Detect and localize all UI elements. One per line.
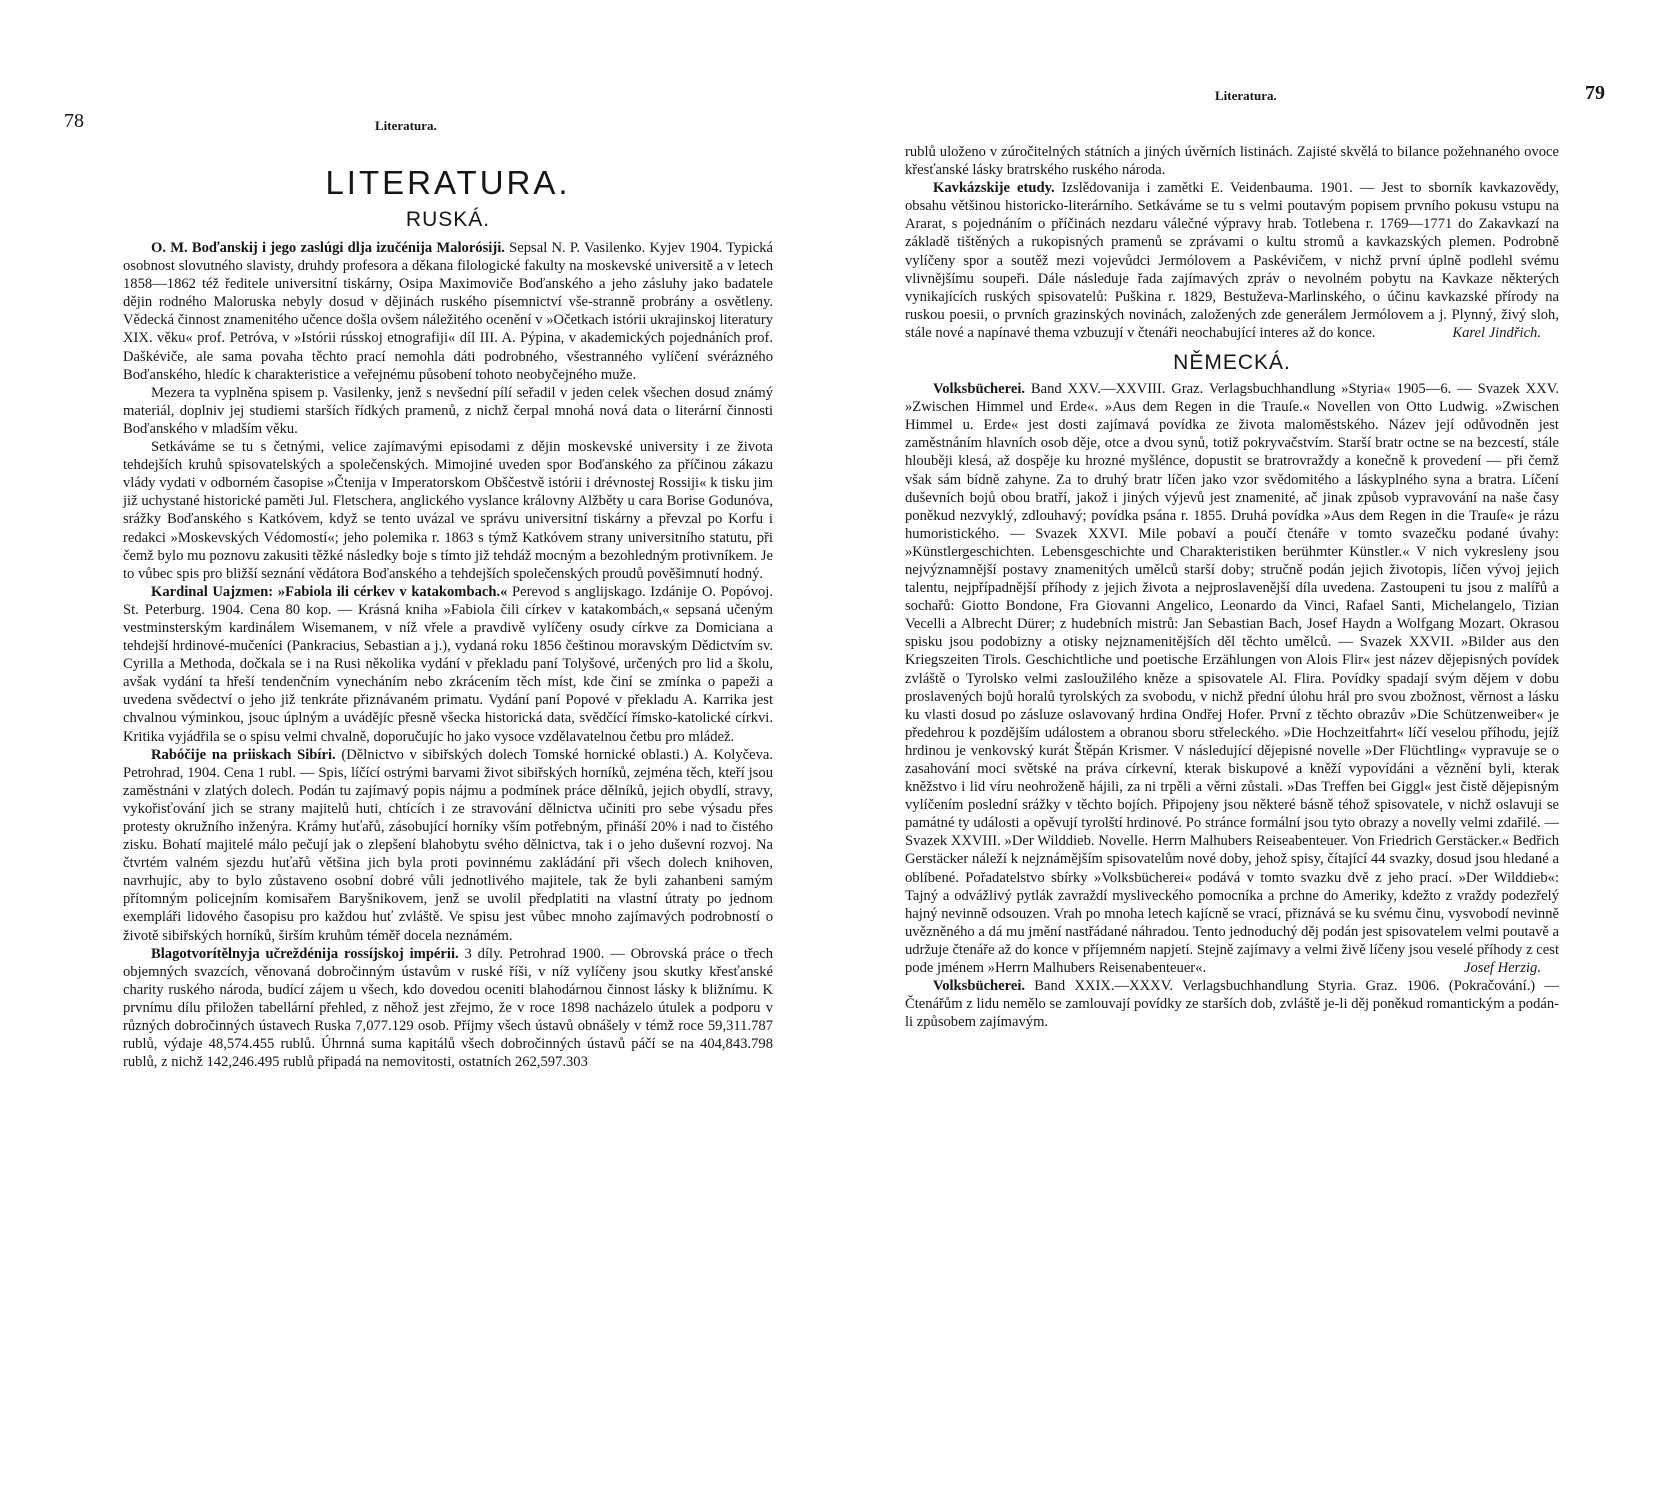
left-column (123, 164, 773, 1071)
running-head: Literatura. (1215, 88, 1277, 103)
entry-text: Band XXV.—XXVIII. Graz. Verlagsbuchhandlung »Styria« 1905—6. — Svazek XXV. »Zwischen Himmel und Erde«. »Aus dem Regen in die Trauſe.« Novellen von Otto Ludwig. »Zwischen Himmel u. Erde« jest dosti zajímavá povídka ze života maloměstského. Název její odůvodněn jest zaměstnáním hlavních osob děje, otce a dvou synů, totiž pokryvačstvím. Starší bratr octne se na bezcestí, stále hlouběji klesá, až dospěje ku hrozné myšlénce, dopustit se bratrovraždy a konečně k provedení — při čemž však sám bídně zahyne. Za to druhý bratr líčen jako vzor svědomitého a láskyplného syna a bratra. Líčení duševních bojů obou bratří, jakož i jiných výjevů jest znamenité, ač jinak způsob vypravování na naše časy poněkud nezvyklý, zdlouhavý; povídka psána r. 1855. Druhá povídka »Aus dem Regen in die Trauſe« je rázu humoristického. — Svazek XXVI. Mile pobaví a poučí čtenáře v tomto svazečku podané úvahy: »Künstlergeschichten. Lebensgeschichte und Charakteristiken berühmter Künstler.« V nich vykresleny jsou nejvýznamnější postavy znamenitých umělců starší doby; stručně podán jejich životopis, líčen vývoj jejich talentu, nejpřípadnější příhody z jejich života a nejproslavenější díla uvedena. Zastoupeni tu jsou z malířů a sochařů: Giotto Bondone, Fra Giovanni Angelico, Leonardo da Vinci, Rafael Santi, Michelangelo, Tizian Vecelli a Albrecht Dürer; z hudebních mistrů: Jan Sebastian Bach, Josef Haydn a Wolfgang Mozart. Okrasou spisku jsou podobizny a otisky nejznamenitějších děl těchto umělců. — Svazek XXVII. »Bilder aus den Kriegszeiten Tirols. Geschichtliche und poetische Erzählungen von Alois Flir« jest název dějepisných povídek zvláště o Tyrolsko velmi zasloužilého kněze a spisovatele Al. Flira. Povídky spadají svým dějem v dobu proslavených bojů horalů tyrolských za svobodu, v nichž přední úlohu hrál pro svou zbožnost, věrnost a lásku ku vlasti dosud po zásluze oslavovaný hrdina Ondřej Hofer. První z těchto obrazův »Die Schützenweiber« je předehrou k pozdějším událostem a obranou sboru střeleckého. »Die Hochzeitfahrt« líčí veselou příhodu, jejíž hrdinou je venkovský kurát Štěpán Krismer. V následující dějepisné novelle »Der Flüchtling« vypravuje se o zasahování moci světské na práva církevní, kterak biskupové a kněží vypovídáni a věznění byli, kterak kněžstvo i lid víru neohroženě hájili, za ni trpěli a věrni zůstali. »Das Treffen bei Giggl« jest čistě dějepisným vylíčením poslední srážky v těchto bojích. Připojeny jsou některé básně téhož spisovatele, v nichž oslavuji se památné ty události a opěvují tyrolští hrdinové. Po stránce formální jsou tyto obrazy a novelly velmi zdařilé. — Svazek XXVIII. »Der Wilddieb. Novelle. Herrn Malhubers Reiseabenteuer. Von Friedrich Gerstäcker.« Bedřich Gerstäcker náleží k nejznámějším spisovatelům nové doby, jehož spisy, čítající 44 svazky, dosud jsou hledané a oblíbené. Pořadatelstvo sbírky »Volksbücherei« podává v tomto svazku dvě z jeho prací. »Der Wilddieb«: Tajný a odvážlivý pytlák zavraždí mysliveckého pomocníka a prchne do Ameriky, kdežto z vraždy podezřelý hajný nevinně odsouzen. Vrah po mnoha letech kajícně se vrací, přiznává se ku svému činu, vysvobodí nevinně uvězněného a dá mu jmění nastřádané náhradou. Tento jednoduchý děj podán jest spisovatelem velmi poutavě a udržuje čtenáře až do konce v příjemném napjetí. Stejně zajímavy a velmi živě líčeny jsou veselé příhody z cest pode jménem »Herrn Malhubers Reisenabenteuer«. (905, 381, 1559, 977)
section-heading: RUSKÁ. (405, 208, 491, 231)
review-entry (123, 583, 773, 746)
entry-title: Rabóčije na priiskach Sibíri. (151, 746, 336, 763)
continued-paragraph: rublů uloženo v zúročitelných státních a jiných úvěrních listinách. Zajisté skvělá to bilance požehnaného ovoce křesťanské lásky bratrského ruského národa. (905, 144, 1559, 179)
entry-text: Izslědovanija i zamětki E. Veidenbauma. 1901. — Jest to sborník kavkazovědy, obsahu většinou historicko-literárního. Setkáváme se tu s velmi poutavým popisem prvního pokusu vstupu na Ararat, s pojednáním o příčinách nezdaru válečné výpravy hrab. Totlebena r. 1769—1771 do Zakavkazí na základě tištěných a rukopisných pramenů se zprávami o kultu stromů a kavkazských plemen. Podrobně vylíčeny spor a soutěž mezi vojevůdci Jermólovem a Paskévičem, v nichž první úplně podlehl svému vlivnějšímu soupeři. Dále následuje řada zajímavých zpráv o nevolném pobytu na Kavkaze některých vynikajících ruských spisovatelů: Puškina r. 1829, Bestuževa-Marlinského, o účinu kavkazské přírody na ruskou poesii, o prvních grazinských novinách, založených zde generálem Jermólovem a j. Plynný, živý sloh, stále nové a napínavé thema vzbuzují v čtenáři neochabující interes až do konce. (905, 180, 1559, 341)
entry-text: Setkáváme se tu s četnými, velice zajímavými episodami z dějin moskevské university i ze života tehdejších kruhů spisovatelských a společenských. Mimojiné uveden spor Boďanského za příčinou zákazu vlády vydati v odborném časopise »Čtenija v Imperatorskom Obščestvě istórii i drévnostej Rossiji« k tisku jim již uchystané historické paměti Jul. Fletschera, anglického vyslance královny Alžběty u cara Borise Godunóva, srážky Boďanského s Katkóvem, když se tento uvázal ve správu universitní tiskárny a převzal po Korfu i redakci »Moskevských Védomostí«; jeho polemika r. 1863 s týmž Katkóvem strany universitního statutu, při čemž bylo mu poznovu zakusiti těžké následky boje s tímto již tehdáž mocným a bezohledným protivníkem. Je to vůbec spis pro bližší seznání vědátora Boďanského a tehdejších společenských proudů pověšimnutí hodný. (123, 439, 773, 582)
right-column (905, 143, 1559, 1031)
review-paragraph (123, 384, 773, 438)
entry-title: Kavkázskije etudy. (933, 180, 1055, 197)
review-entry (123, 239, 773, 384)
entry-title: Blagotvorítělnyja učreždénija rossíjskoj impérii. (151, 945, 459, 962)
entry-text: Mezera ta vyplněna spisem p. Vasilenky, jenž s nevšední pílí seřadil v jeden celek všechen dosud známý materiál, doplniv jej studiemi starších řídkých pramenů, z nichž čerpal mnohá nová data o literární činnosti Boďanského v mladším věku. (123, 384, 773, 437)
entry-text: Band XXIX.—XXXV. Verlagsbuchhandlung Styria. Graz. 1906. (Pokračování.) — Čtenářům z lidu nemělo se zamlouvají povídky ze starších dob, zvláště je-li děj poněkud romantickým a podán-li způsobem zajímavým. (905, 978, 1559, 1031)
review-paragraph (123, 438, 773, 583)
entry-text: Perevod s anglijskago. Izdánije O. Popóvoj. St. Peterburg. 1904. Cena 80 kop. — Krásná kniha »Fabiola čili církev v katakombách,« sepsaná učeným vestminsterským kardinálem Wisemanem, v níž vřele a pravdivě vylíčeny osudy církve za Domiciana a tehdejší hrdinové-mučeníci (Pankracius, Sebastian a j.), vydaná roku 1856 češtinou moravským Dědictvím sv. Cyrilla a Methoda, dočkala se i na Rusi několika vydání v překladu paní Tolyšové, určených pro lid a školu, avšak vydání ta hřeší tendenčním vynecháním nebo zkrácením těch míst, kde činí se zmínka o papeži a uvedena svědectví o jeho již tenkráte přiznávaném primatu. Vydání paní Popové v překladu A. Karrika jest chvalnou výminkou, jsouc úplným a uvádějíc přesně všecka historická data, svědčící římsko-katolické církvi. Kritika vyjádřila se o spisu velmi chvalně, doporučujíc ho jako vysoce vzdělavatelnou četbu pro mládež. (123, 583, 773, 745)
entry-title: O. M. Boďanskij i jego zaslúgi dlja izučénija Malorósiji. (151, 240, 505, 256)
entry-title: Volksbücherei. (933, 381, 1026, 398)
entry-title: Volksbücherei. (933, 978, 1026, 995)
review-entry (123, 746, 773, 945)
review-entry (905, 977, 1559, 1031)
section-heading: NĚMECKÁ. (1173, 351, 1291, 375)
entry-text: (Dělnictvo v sibiřských dolech Tomské hornické oblasti.) A. Kolyčeva. Petrohrad, 1904. Cena 1 rubl. — Spis, líčící ostrými barvami život sibiřských horníků, zejména těch, kteří jsou zaměstnáni v zlatých dolech. Podán tu zajímavý popis nájmu a podmínek práce dělníků, jejich obydlí, stravy, vykořisťování jich se strany majitelů huti, chtících i ze stravování dělnictva učiniti pro sebe výsadu přes protesty okružního inženýra. Krámy huťařů, zásobující horníky vším potřebným, přináší 20% i nad to čistého zisku. Bohatí majitelé málo pečují jak o zlepšení blahobytu svého dělnictva, tak i o jeho duševní rozvoj. Na čtvrtém valném sjezdu huťařů většina jich byla proti povinnému zakládání při všech dolech knihoven, navrhujíc, aby to bylo zůstaveno osobní dobré vůli jednotlivého majitele, tak že byli zahanbeni samým přítomným policejním komisařem Baryšnikovem, jenž se uvolil předplatiti na vlastní útraty po jednom exempláři lidového časopisu pro každou huť zvláště. Ve spisu jest vůbec mnoho zajímavých podrobností o životě sibiřských horníků, širším kruhům téměř docela neznámém. (123, 746, 774, 944)
running-head: Literatura. (375, 118, 437, 133)
right-page (835, 0, 1670, 1500)
page-number: 79 (1585, 82, 1605, 104)
review-entry (905, 179, 1559, 342)
review-entry (905, 380, 1559, 977)
page-number: 78 (64, 110, 84, 132)
author-signature: Karel Jindřich. (1452, 324, 1541, 341)
page-title: LITERATURA. (325, 164, 571, 201)
entry-text: 3 díly. Petrohrad 1900. — Obrovská práce o třech objemných svazcích, věnovaná dobročinným ústavům v ruské říši, v níž vylíčeny jsou skutky křesťanské charity ruského národa, budící zájem u všech, kdo dovedou oceniti blahodárnou činnost lásky k bližnímu. K prvnímu dílu přiložen tabellární přehled, z něhož jest zřejmo, že v roce 1898 nacházelo útulek a podporu v různých dobročinných ústavech Ruska 7,077.129 osob. Příjmy všech ústavů obnášely v témž roce 59,311.787 rublů, výdaje 48,574.455 rublů. Úhrnná suma kapitálů všech dobročinných ústavů páčí se na 404,843.798 rublů, z nichž 142,246.495 rublů připadá na nemovitosti, ostatních 262,597.303 (123, 945, 773, 1071)
entry-text: Sepsal N. P. Vasilenko. Kyjev 1904. Typická osobnost slovutného slavisty, druhdy profesora a děkana filologické fakulty na moskevské universitě a v letech 1858—1862 též ředitele universitní tiskárny, Osipa Maximoviče Boďanského a jeho zásluhy jako badatele dějin rodného Maloruska nebyly dosud v dějinách ruského písemnictví vše-stranně probrány a osvětleny. Vědecká činnost znamenitého učence došla ovšem náležitého ocenění v »Očetkach istórii ukrajinskoj literatury XIX. věku« prof. Petróva, v »Istórii rússkoj etnografiji« díl III. A. Pýpina, v akademických pojednáních prof. Daškéviče, ale sama povaha těchto prací nemohla dáti podrobného, všestranného vylíčení svérázného Boďanského, hledíc k charakteristice a veřejnému působení tohoto neobyčejného muže. (123, 240, 773, 383)
author-signature: Josef Herzig. (1463, 960, 1541, 977)
entry-title: Kardinal Uajzmen: »Fabiola ili cérkev v katakombach.« (151, 583, 508, 600)
review-entry (123, 945, 773, 1072)
